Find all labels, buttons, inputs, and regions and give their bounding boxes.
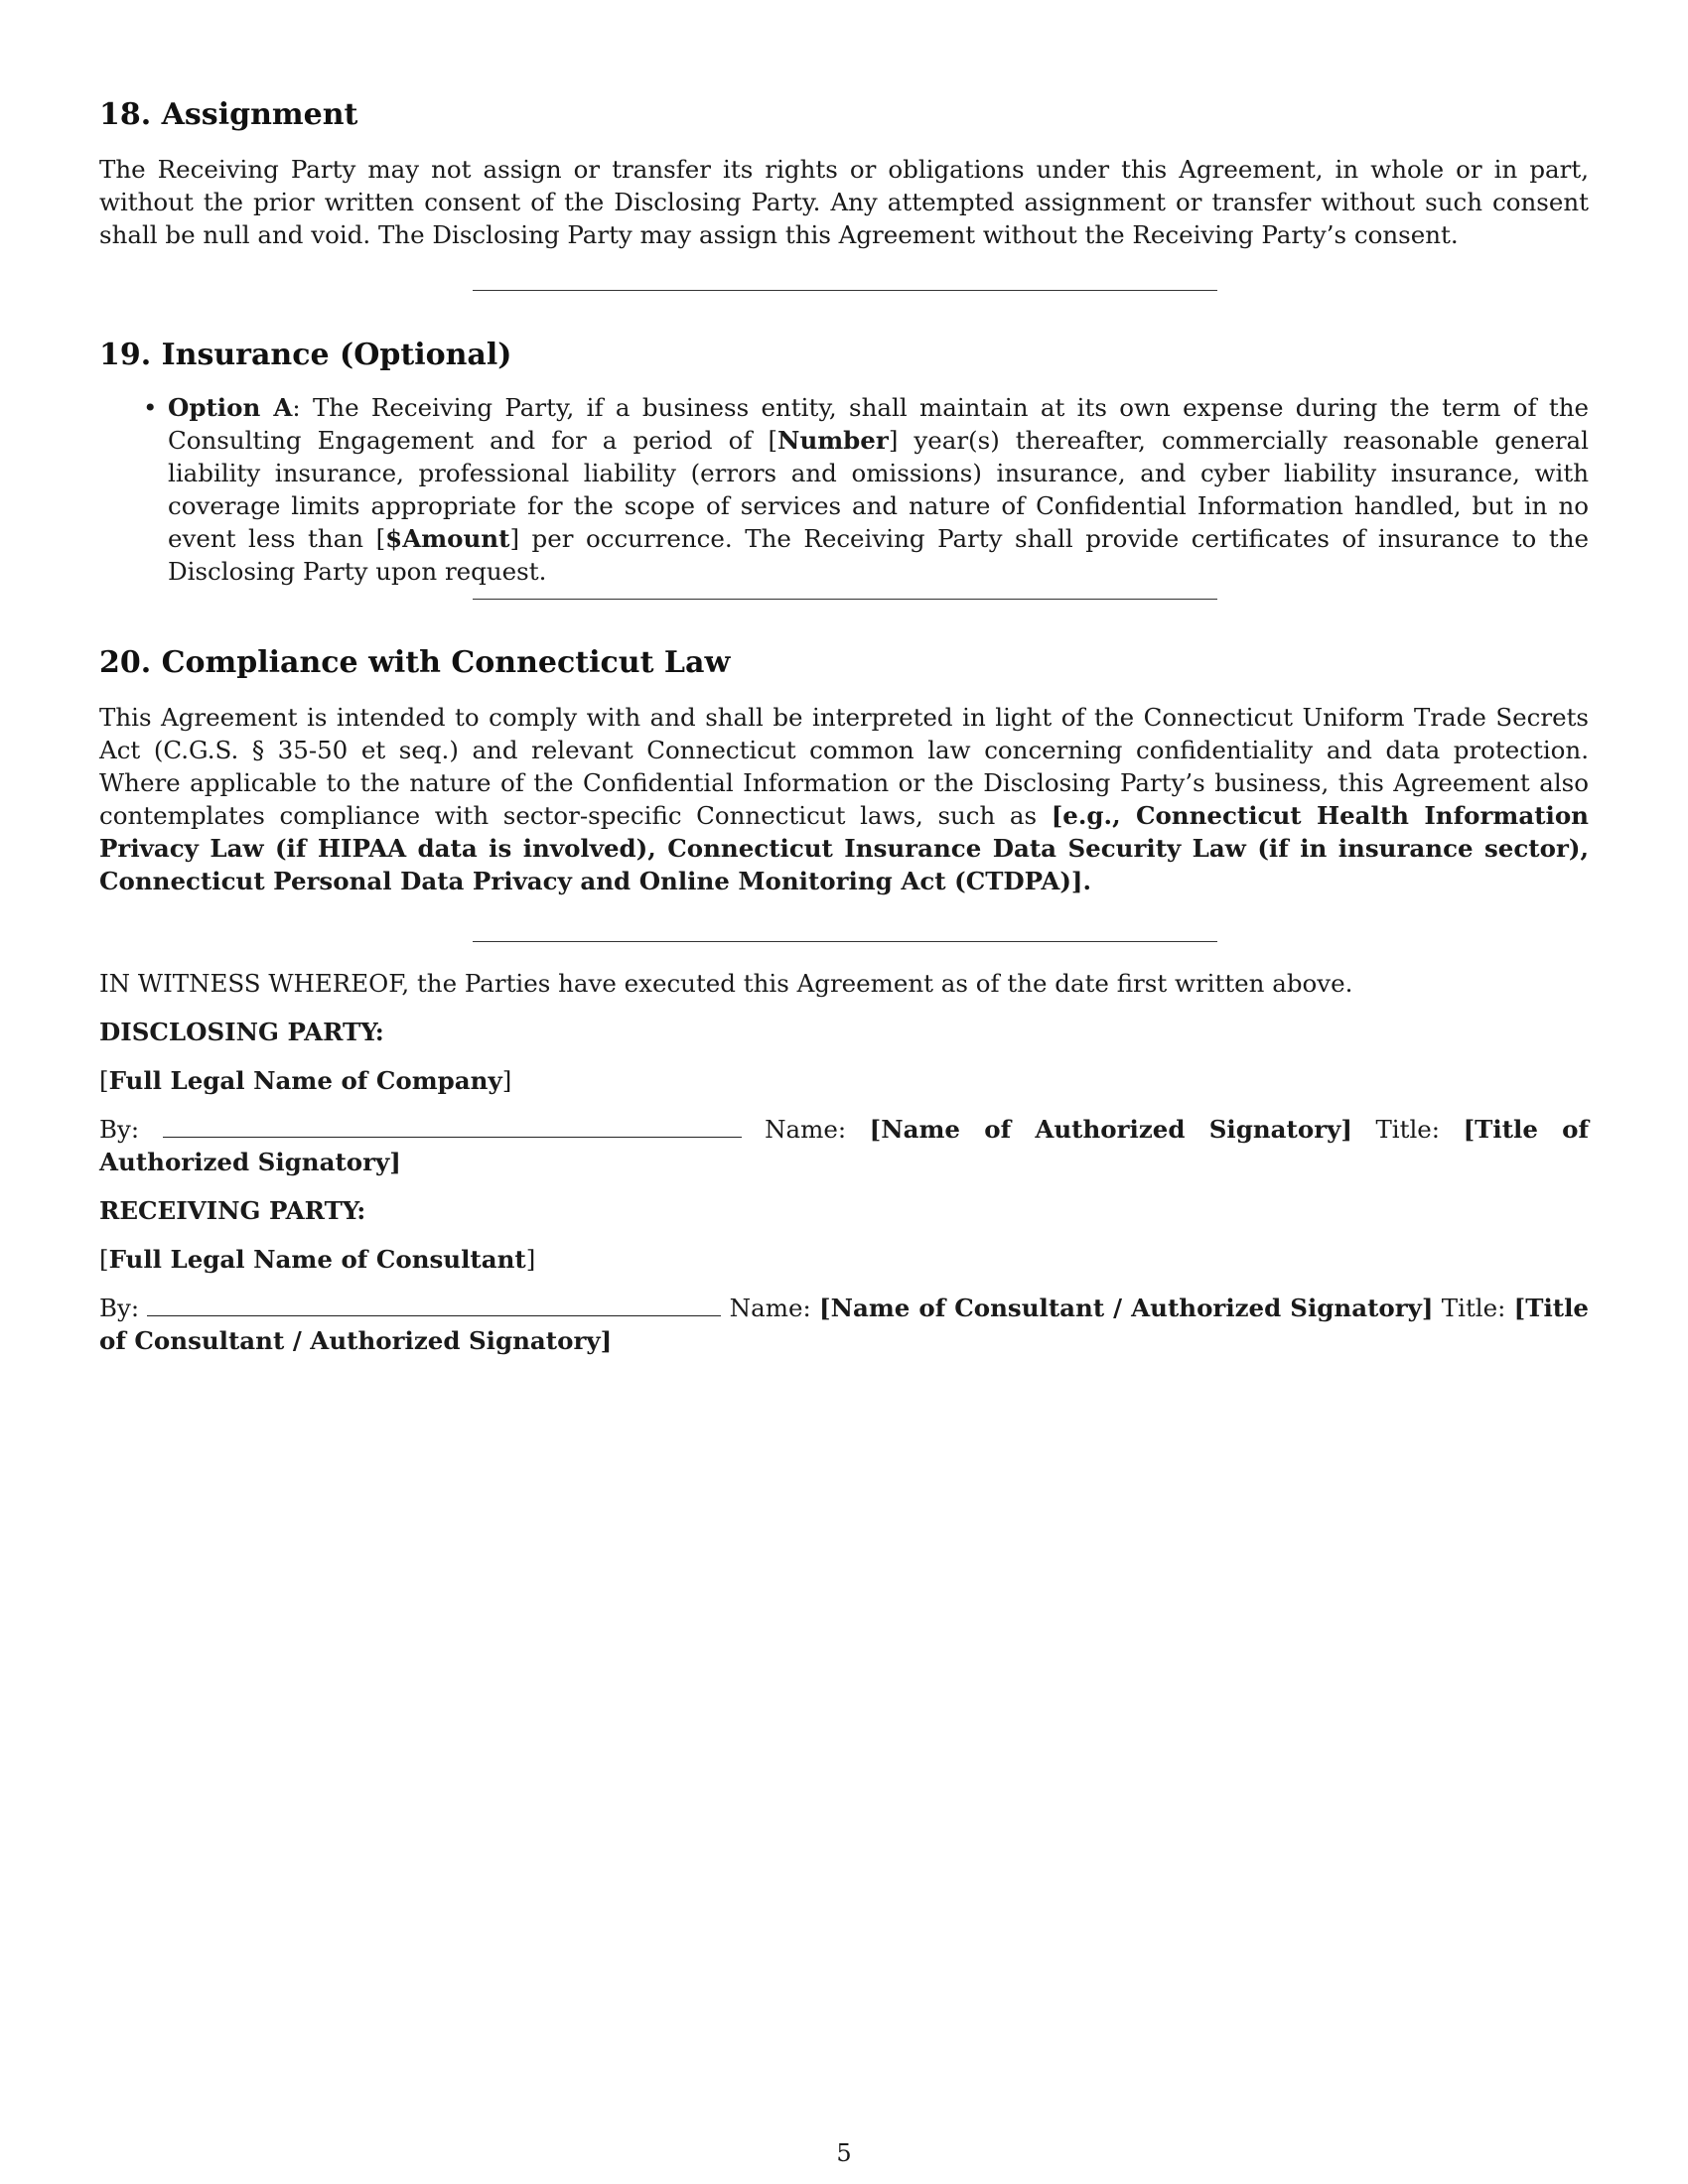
section-19-insurance [99,336,1589,588]
disclosing-party-title: DISCLOSING PARTY: [99,1018,384,1046]
section-divider [473,941,1217,942]
option-a-text-2: ] year(s) thereafter, commercially reasonable general liability insurance, professional liability (errors and omissions) insurance, and cyber liability insurance, with coverage limits appropriate for the scope of services and nature of Confidential Information handled, but in no event less than [ [168,426,1589,553]
option-a-label: Option A [168,393,293,422]
page-number: 5 [836,2139,852,2167]
disclosing-signature-field[interactable] [163,1136,742,1138]
signature-block [99,967,1589,1357]
receiving-company-name: [Full Legal Name of Consultant] [99,1245,536,1274]
section-20-compliance [99,643,1589,897]
section-18-heading: 18. Assignment [99,97,358,132]
option-a-text-1: : The Receiving Party, if a business entity, shall maintain at its own expense during the term of the Consulting Engagement and for a period of [ [168,393,1590,455]
section-18-body: The Receiving Party may not assign or transfer its rights or obligations under this Agreement, in whole or in part, without the prior written consent of the Disclosing Party. Any attempted assignment or transfer without such consent shall be null and void. The Disclosing Party may assign this Agreement without the Receiving Party’s consent. [99,155,1589,249]
receiving-signature-line: By: Name: [Name of Consultant / Authorized Signatory] Title: [Title of Consultant / Authorized Signatory] [99,1294,1590,1355]
section-19-heading: 19. Insurance (Optional) [99,338,512,372]
section-18-assignment [99,95,1589,251]
amount-placeholder: $Amount [385,524,510,553]
receiving-signature-field[interactable] [147,1314,721,1316]
section-20-text: This Agreement is intended to comply with and shall be interpreted in light of the Connecticut Uniform Trade Secrets Act (C.G.S. § 35-50 et seq.) and relevant Connecticut common law concerning confidentiality and data protection. Where applicable to the nature of the Confidential Information or the Disclosing Party’s business, this Agreement also contemplates compliance with sector-specific Connecticut laws, such as [99,703,1589,830]
section-divider [473,290,1217,291]
section-20-laws: [e.g., Connecticut Health Information Privacy Law (if HIPAA data is involved), Connecticut Insurance Data Security Law (if in insurance sector), Connecticut Personal Data Privacy and Online Monitoring Act (CTDPA)]. [99,801,1589,895]
disclosing-signature-line: By: Name: [Name of Authorized Signatory] Title: [Title of Authorized Signatory] [99,1115,1590,1176]
section-divider [473,599,1217,600]
option-a-list-item [99,391,1589,588]
disclosing-signatory-name: [Name of Authorized Signatory] [869,1115,1352,1144]
disclosing-signatory-title: [Title of Authorized Signatory] [99,1115,1590,1176]
section-20-body [99,701,1589,897]
number-placeholder: Number [777,426,889,455]
section-20-heading: 20. Compliance with Connecticut Law [99,645,731,680]
disclosing-company-name: [Full Legal Name of Company] [99,1066,512,1095]
receiving-party-title: RECEIVING PARTY: [99,1196,366,1225]
bullet-icon: • [143,393,158,422]
witness-clause: IN WITNESS WHEREOF, the Parties have executed this Agreement as of the date first written above. [99,969,1353,998]
receiving-signatory-title: [Title of Consultant / Authorized Signatory] [99,1294,1590,1355]
option-a-text-3: ] per occurrence. The Receiving Party shall provide certificates of insurance to the Disclosing Party upon request. [168,524,1589,586]
receiving-signatory-name: [Name of Consultant / Authorized Signatory] [818,1294,1434,1322]
